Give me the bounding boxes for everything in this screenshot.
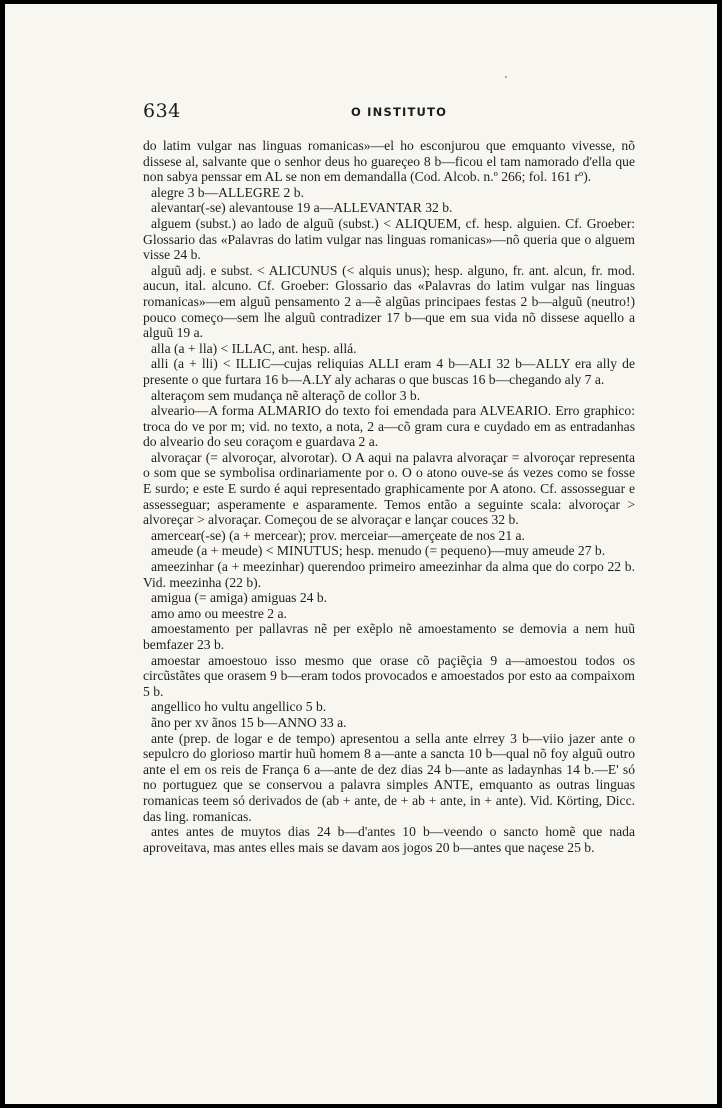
entry-antes: antes antes de muytos dias 24 b—d'antes 10 b—veendo o sancto homẽ que nada aproveitava, mas antes elles mais se davam aos jogos 20 b—antes que naçese 25 b. (143, 824, 635, 855)
entry-intro: do latim vulgar nas linguas romanicas»—el ho esconjurou que emquanto vivesse, nõ dissese al, salvante que o senhor deus ho guareçeo 8 b—ficou el tam namorado d'ella que non sabya penssar em AL se non em demandalla (Cod. Alcob. n.º 266; fol. 161 rº). (143, 138, 635, 185)
entry-anno: ãno per xv ãnos 15 b—ANNO 33 a. (151, 714, 347, 730)
entry-amoestar: amoestar amoestouo isso mesmo que orase cõ paçiẽçia 9 a—amoestou todos os circũstãtes que orasem 9 b—eram todos provocados e amoestados por esto aa compaixom 5 b. (143, 652, 635, 699)
page (5, 4, 717, 1104)
entry-alveario: alveario—A forma ALMARIO do texto foi emendada para ALVEARIO. Erro graphico: troca do ve por m; vid. no texto, a nota, 2 a—cõ gram cura e cuydado em as entradanhas do alveario do seu coraçom e guardava 2 a. (143, 403, 635, 450)
entry-ameezinhar: ameezinhar (a + meezinhar) querendoo primeiro ameezinhar da alma que do corpo 22 b. Vid. meezinha (22 b). (143, 559, 635, 590)
entry-alli: alli (a + lli) < ILLIC—cujas reliquias ALLI eram 4 b—ALI 32 b—ALLY era ally de presente o que furtara 16 b—A.LY aly acharas o que buscas 16 b—chegando aly 7 a. (143, 356, 635, 387)
entry-ameude: ameude (a + meude) < MINUTUS; hesp. menudo (= pequeno)—muy ameude 27 b. (151, 543, 606, 559)
glossary-body (143, 138, 635, 855)
entry-amigua: amigua (= amiga) amiguas 24 b. (151, 590, 328, 606)
entry-ante: ante (prep. de logar e de tempo) apresentou a sella ante elrrey 3 b—viio jazer ante o sepulcro do glorioso martir huũ homem 8 a—ante a sancta 10 b—qual nõ foy alguũ outro ante el em os reis de França 6 a—ante de dez dias 24 b—ante as ladaynhas 14 b.—E' só no portuguez que se conservou a palavra simples ANTE, emquanto as outras linguas romanicas teem só derivados de (ab + ante, de + ab + ante, in + ante). Vid. Körting, Dicc. das ling. romanicas. (143, 730, 635, 824)
page-number: 634 (143, 100, 181, 122)
entry-alguu: alguũ adj. e subst. < ALICUNUS (< alquis unus); hesp. alguno, fr. ant. alcun, fr. mod. aucun, ital. alcuno. Cf. Groeber: Glossario das «Palavras do latim vulgar nas linguas romanicas»—em alguũ pensamento 2 a—ẽ algũas principaes festas 2 b—alguũ (neutro!) pouco começo—sem lhe alguũ contradizer 17 b—que em sua vida nõ dissese aquello a alguũ 19 a. (143, 262, 635, 341)
journal-title: O INSTITUTO (351, 105, 448, 119)
entry-alegre: alegre 3 b—ALLEGRE 2 b. (151, 184, 304, 200)
entry-angellico: angellico ho vultu angellico 5 b. (151, 699, 327, 715)
entry-alla: alla (a + lla) < ILLAC, ant. hesp. allá. (151, 340, 357, 356)
entry-amo: amo amo ou meestre 2 a. (151, 605, 287, 621)
entry-alteracom: alteraçom sem mudança nẽ alteraçõ de collor 3 b. (151, 387, 421, 403)
running-head (143, 100, 637, 124)
entry-amoestamento: amoestamento per pallavras nẽ per exẽplo nẽ amoestamento se demovia a nem huũ bemfazer 23 b. (143, 621, 635, 652)
entry-amercear: amercear(-se) (a + mercear); prov. merceiar—amerçeate de nos 21 a. (151, 527, 525, 543)
entry-alevantar: alevantar(-se) alevantouse 19 a—ALLEVANTAR 32 b. (151, 200, 453, 216)
entry-alvoracar: alvoraçar (= alvoroçar, alvorotar). O A aqui na palavra alvoraçar = alvoroçar representa o som que se symbolisa ordinariamente por o. O o atono ouve-se ás vezes como se fosse E surdo; e este E surdo é aqui representado graphicamente por A atono. Cf. assosseguar e assesseguar; asperamente e asparamente. Temos então a seguinte scala: alvoroçar > alvoreçar > alvoraçar. Começou de se alvoraçar e lançar couces 32 b. (143, 449, 635, 528)
speck (505, 76, 507, 78)
entry-alguem: alguem (subst.) ao lado de alguũ (subst.) < ALIQUEM, cf. hesp. alguien. Cf. Groeber: Glossario das «Palavras do latim vulgar nas linguas romanicas»—nõ queria que o alguem visse 24 b. (143, 215, 635, 263)
